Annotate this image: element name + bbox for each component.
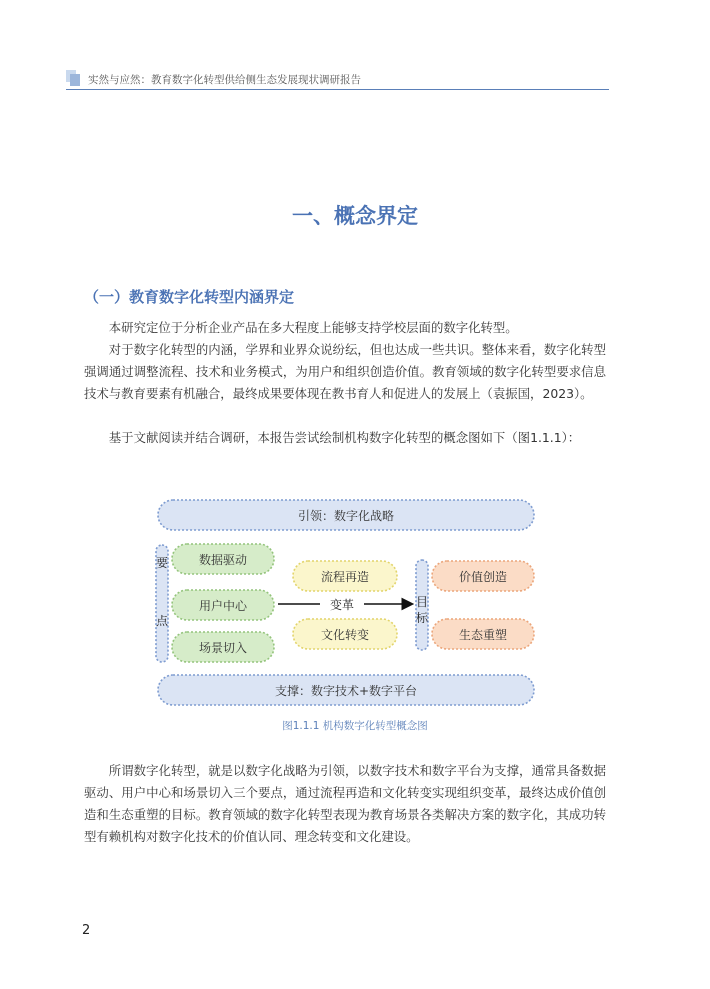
support-bar xyxy=(158,675,534,705)
point-data-driven xyxy=(172,544,274,574)
paragraph-4: 所谓数字化转型，就是以数字化战略为引领，以数字技术和数字平台为支撑，通常具备数据驱动、用户中心和场景切入三个要点，通过流程再造和文化转变实现组织变革，最终达成价值创造和生态重塑的目标。教育领域的数字化转型表现为教育场景各类解决方案的数字化，其成功转型有赖机构对数字化技术的价值认同、理念转变和文化建设。 xyxy=(84,763,606,844)
points-side-label xyxy=(156,545,169,662)
header-square-icon xyxy=(66,70,80,86)
concept-diagram-svg xyxy=(150,495,542,711)
point-user-centered xyxy=(172,590,274,620)
goals-side-char-2: 标 xyxy=(415,611,429,625)
svg-text:生态重塑: 生态重塑 xyxy=(458,628,508,642)
svg-text:场景切入: 场景切入 xyxy=(198,641,248,655)
process-culture-change xyxy=(293,619,397,649)
running-title: 实然与应然：教育数字化转型供给侧生态发展现状调研报告 xyxy=(88,74,361,86)
goal-ecosystem-reshaping xyxy=(432,619,534,649)
point-scenario-entry xyxy=(172,632,274,662)
goal-value-creation xyxy=(432,561,534,591)
paragraph-3: 基于文献阅读并结合调研，本报告尝试绘制机构数字化转型的概念图如下（图1.1.1）： xyxy=(108,430,581,445)
page-number: 2 xyxy=(82,923,91,938)
chapter-title: 一、概念界定 xyxy=(292,204,418,228)
goals-side-label xyxy=(416,560,429,650)
svg-text:数据驱动: 数据驱动 xyxy=(198,553,248,567)
goals-side-char-1: 目 xyxy=(415,595,429,609)
strategy-bar xyxy=(158,500,534,530)
paragraph-2: 对于数字化转型的内涵，学界和业界众说纷纭，但也达成一些共识。整体来看，数字化转型强调通过调整流程、技术和业务模式，为用户和组织创造价值。教育领域的数字化转型要求信息技术与教育要素有机融合，最终成果要体现在教书育人和促进人的发展上（袁振国，2023）。 xyxy=(84,342,606,401)
section-title: （一）教育数字化转型内涵界定 xyxy=(84,288,295,306)
strategy-bar-label: 引领：数字化战略 xyxy=(297,509,395,523)
paragraph-1: 本研究定位于分析企业产品在多大程度上能够支持学校层面的数字化转型。 xyxy=(108,320,518,335)
svg-text:用户中心: 用户中心 xyxy=(198,599,248,613)
points-side-char-1: 要 xyxy=(155,556,169,570)
running-header xyxy=(66,70,609,92)
svg-text:价值创造: 价值创造 xyxy=(458,570,508,584)
concept-diagram xyxy=(150,495,542,711)
svg-text:文化转变: 文化转变 xyxy=(320,628,370,642)
support-bar-label: 支撑：数字技术+数字平台 xyxy=(274,684,418,698)
figure-caption: 图1.1.1 机构数字化转型概念图 xyxy=(282,720,428,732)
transformation-arrow-label: 变革 xyxy=(329,598,355,612)
transformation-arrow xyxy=(278,596,411,612)
svg-text:流程再造: 流程再造 xyxy=(320,570,370,584)
process-reengineering xyxy=(293,561,397,591)
points-side-char-2: 点 xyxy=(155,614,169,628)
header-rule xyxy=(66,89,609,90)
